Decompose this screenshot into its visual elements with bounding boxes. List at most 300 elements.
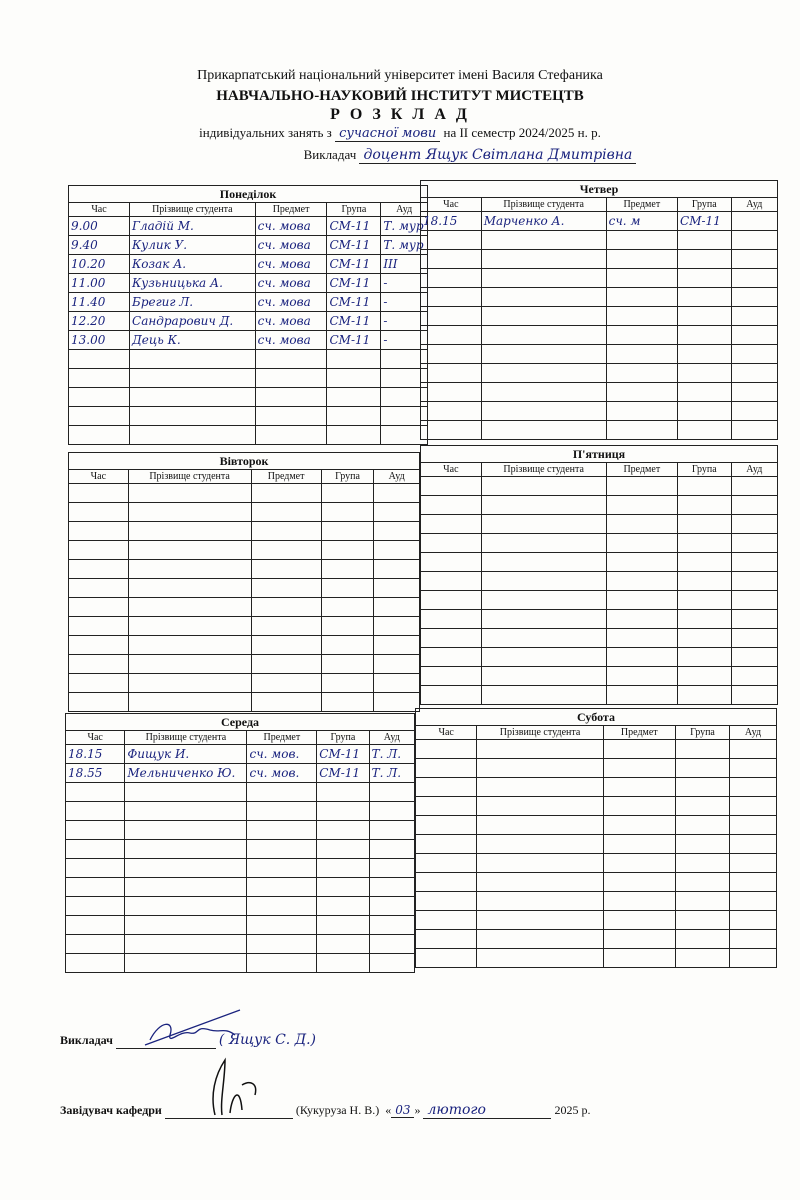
empty-cell [369,840,414,859]
column-header: Прізвище студента [128,470,251,484]
empty-cell [421,686,482,705]
empty-cell [69,636,129,655]
table-row [69,541,420,560]
empty-cell [731,477,777,496]
table-cell: СМ-11 [678,212,732,231]
empty-cell [731,686,777,705]
table-row [421,269,778,288]
table-cell: сч. мова [255,293,327,312]
empty-cell [603,930,675,949]
empty-cell [69,426,130,445]
table-row [69,617,420,636]
table-row [421,402,778,421]
empty-cell [731,421,777,440]
empty-cell [69,522,129,541]
head-signature [200,1055,270,1120]
empty-cell [730,778,777,797]
empty-cell [731,629,777,648]
column-header: Прізвище студента [481,463,606,477]
date-month: лютого [423,1102,551,1119]
empty-cell [66,840,125,859]
empty-cell [128,579,251,598]
table-cell: 18.15 [66,745,125,764]
table-cell: сч. мов. [247,745,317,764]
table-row [66,783,415,802]
document-title: Р О З К Л А Д [330,106,470,123]
empty-cell [481,591,606,610]
column-header: Прізвище студента [125,731,247,745]
empty-cell [369,802,414,821]
table-row [421,629,778,648]
empty-cell [251,560,321,579]
empty-cell [678,421,732,440]
table-row [421,534,778,553]
empty-cell [128,484,251,503]
table-cell: СМ-11 [327,255,381,274]
empty-cell [327,407,381,426]
empty-cell [421,421,482,440]
empty-cell [731,591,777,610]
empty-cell [481,629,606,648]
table-row [66,859,415,878]
table-row [69,274,428,293]
table-row [66,821,415,840]
empty-cell [603,797,675,816]
empty-cell [481,686,606,705]
empty-cell [678,534,732,553]
empty-cell [481,515,606,534]
empty-cell [678,629,732,648]
empty-cell [128,541,251,560]
table-cell: ІІІ [381,255,428,274]
table-cell: Т. Л. [369,745,414,764]
empty-cell [477,892,603,911]
empty-cell [69,579,129,598]
column-header: Група [321,470,374,484]
column-header: Ауд [731,198,777,212]
empty-cell [327,350,381,369]
empty-cell [481,231,606,250]
empty-cell [730,949,777,968]
empty-cell [730,816,777,835]
empty-cell [421,591,482,610]
table-row [69,388,428,407]
table-cell: Кулик У. [130,236,256,255]
empty-cell [369,821,414,840]
empty-cell [69,541,129,560]
table-row [416,797,777,816]
empty-cell [125,935,247,954]
column-header: Час [421,463,482,477]
empty-cell [603,835,675,854]
empty-cell [731,572,777,591]
table-row [421,326,778,345]
empty-cell [606,345,677,364]
table-row [421,288,778,307]
table-row [421,610,778,629]
column-header: Група [675,726,729,740]
day-header-saturday: Субота [416,709,777,726]
empty-cell [477,816,603,835]
table-cell: Мельниченко Ю. [125,764,247,783]
empty-cell [606,515,677,534]
empty-cell [416,873,477,892]
empty-cell [421,383,482,402]
table-cell: сч. мов. [247,764,317,783]
table-cell: Гладій М. [130,217,256,236]
empty-cell [317,897,369,916]
head-label: Завідувач кафедри [60,1103,162,1117]
empty-cell [730,740,777,759]
empty-cell [374,636,420,655]
empty-cell [317,916,369,935]
empty-cell [477,854,603,873]
empty-cell [421,534,482,553]
empty-cell [731,288,777,307]
schedule-monday [68,185,428,445]
empty-cell [128,560,251,579]
empty-cell [66,916,125,935]
empty-cell [421,572,482,591]
table-row [416,778,777,797]
empty-cell [603,816,675,835]
table-cell: 18.15 [421,212,482,231]
footer-teacher-label: Викладач [60,1033,113,1047]
table-row [416,930,777,949]
empty-cell [421,553,482,572]
empty-cell [416,797,477,816]
empty-cell [603,778,675,797]
empty-cell [416,759,477,778]
empty-cell [69,369,130,388]
schedule-tuesday [68,452,420,712]
empty-cell [251,655,321,674]
table-cell: 12.20 [69,312,130,331]
empty-cell [477,778,603,797]
table-row [416,740,777,759]
empty-cell [321,655,374,674]
empty-cell [374,541,420,560]
teacher-name-handwritten: ( Ящук С. Д.) [218,1032,316,1048]
empty-cell [69,655,129,674]
date-day: 03 [391,1103,414,1118]
table-row [421,212,778,231]
subtitle-suffix: на II семестр 2024/2025 н. р. [443,125,601,140]
empty-cell [128,655,251,674]
column-header: Час [69,203,130,217]
table-row [69,579,420,598]
empty-cell [678,402,732,421]
empty-cell [678,307,732,326]
day-header-friday: П'ятниця [421,446,778,463]
empty-cell [606,250,677,269]
table-row [69,636,420,655]
empty-cell [247,802,317,821]
empty-cell [603,740,675,759]
empty-cell [477,835,603,854]
university-name: Прикарпатський національний університет імені Василя Стефаника [197,68,603,83]
empty-cell [321,617,374,636]
empty-cell [321,560,374,579]
column-header: Ауд [731,463,777,477]
empty-cell [416,816,477,835]
schedule-friday [420,445,778,705]
empty-cell [730,892,777,911]
empty-cell [678,572,732,591]
column-header: Прізвище студента [130,203,256,217]
empty-cell [606,667,677,686]
empty-cell [731,402,777,421]
empty-cell [247,859,317,878]
table-row [66,802,415,821]
empty-cell [66,802,125,821]
empty-cell [730,759,777,778]
table-row [69,331,428,350]
empty-cell [731,326,777,345]
empty-cell [675,740,729,759]
column-header: Предмет [606,198,677,212]
empty-cell [247,840,317,859]
empty-cell [69,484,129,503]
empty-cell [421,402,482,421]
empty-cell [421,667,482,686]
institute-name: НАВЧАЛЬНО-НАУКОВИЙ ІНСТИТУТ МИСТЕЦТВ [216,88,584,104]
empty-cell [369,783,414,802]
empty-cell [606,610,677,629]
day-header-thursday: Четвер [421,181,778,198]
empty-cell [481,307,606,326]
empty-cell [128,636,251,655]
empty-cell [374,560,420,579]
empty-cell [69,617,129,636]
empty-cell [481,572,606,591]
column-header: Прізвище студента [481,198,606,212]
column-header: Час [66,731,125,745]
empty-cell [678,515,732,534]
empty-cell [125,916,247,935]
teacher-handwritten: доцент Ящук Світлана Дмитрівна [359,147,636,164]
empty-cell [247,897,317,916]
column-header: Предмет [247,731,317,745]
empty-cell [731,364,777,383]
empty-cell [731,667,777,686]
empty-cell [251,541,321,560]
table-cell: СМ-11 [327,293,381,312]
empty-cell [481,269,606,288]
empty-cell [731,534,777,553]
empty-cell [421,250,482,269]
table-cell: 9.00 [69,217,130,236]
empty-cell [69,693,129,712]
empty-cell [327,369,381,388]
table-cell: 11.40 [69,293,130,312]
table-cell: СМ-11 [327,312,381,331]
table-row [69,293,428,312]
empty-cell [606,307,677,326]
table-row [66,745,415,764]
empty-cell [481,421,606,440]
empty-cell [374,674,420,693]
table-cell: Т. мур [381,236,428,255]
empty-cell [731,496,777,515]
empty-cell [69,598,129,617]
empty-cell [481,553,606,572]
empty-cell [678,364,732,383]
column-header: Предмет [255,203,327,217]
empty-cell [374,655,420,674]
table-cell: Брегиг Л. [130,293,256,312]
empty-cell [678,269,732,288]
empty-cell [606,477,677,496]
head-name: (Кукуруза Н. В.) [295,1103,380,1117]
table-row [69,484,420,503]
empty-cell [421,515,482,534]
empty-cell [421,288,482,307]
table-row [421,383,778,402]
empty-cell [327,388,381,407]
empty-cell [675,949,729,968]
table-row [66,935,415,954]
schedule-wednesday [65,713,415,973]
empty-cell [730,911,777,930]
table-row [69,503,420,522]
table-row [69,255,428,274]
empty-cell [251,522,321,541]
empty-cell [251,693,321,712]
empty-cell [678,553,732,572]
empty-cell [321,693,374,712]
empty-cell [678,610,732,629]
table-row [416,835,777,854]
empty-cell [606,231,677,250]
table-row [421,307,778,326]
table-row [421,667,778,686]
empty-cell [416,949,477,968]
table-row [66,916,415,935]
empty-cell [255,369,327,388]
teacher-label: Викладач [303,147,357,162]
table-cell: СМ-11 [327,331,381,350]
empty-cell [369,916,414,935]
empty-cell [374,522,420,541]
empty-cell [251,484,321,503]
empty-cell [130,407,256,426]
empty-cell [730,930,777,949]
table-row [69,560,420,579]
table-row [416,911,777,930]
empty-cell [421,307,482,326]
empty-cell [678,250,732,269]
empty-cell [125,897,247,916]
empty-cell [251,503,321,522]
empty-cell [247,935,317,954]
table-row [69,407,428,426]
column-header: Ауд [374,470,420,484]
table-row [66,954,415,973]
column-header: Час [416,726,477,740]
table-row [421,250,778,269]
empty-cell [125,859,247,878]
empty-cell [481,288,606,307]
table-cell: сч. мова [255,255,327,274]
table-row [416,854,777,873]
table-cell: Козак А. [130,255,256,274]
empty-cell [251,636,321,655]
empty-cell [731,269,777,288]
day-header-tuesday: Вівторок [69,453,420,470]
empty-cell [421,345,482,364]
empty-cell [251,598,321,617]
table-row [421,421,778,440]
table-cell: СМ-11 [327,274,381,293]
table-row [421,591,778,610]
empty-cell [603,911,675,930]
empty-cell [125,954,247,973]
table-row [421,648,778,667]
empty-cell [603,854,675,873]
empty-cell [317,840,369,859]
empty-cell [321,484,374,503]
table-row [66,897,415,916]
empty-cell [481,534,606,553]
table-cell [731,212,777,231]
empty-cell [731,553,777,572]
empty-cell [317,802,369,821]
empty-cell [603,892,675,911]
table-row [69,522,420,541]
column-header: Група [317,731,369,745]
column-header: Прізвище студента [477,726,603,740]
empty-cell [606,572,677,591]
empty-cell [477,911,603,930]
empty-cell [317,821,369,840]
day-header-wednesday: Середа [66,714,415,731]
empty-cell [481,326,606,345]
table-cell: сч. мова [255,331,327,350]
table-row [69,350,428,369]
head-signature-line: Завідувач кафедри (Кукуруза Н. В.) « 03 » лютого 2025 р. [60,1102,591,1118]
empty-cell [69,350,130,369]
empty-cell [477,873,603,892]
table-cell: СМ-11 [317,745,369,764]
table-row [66,840,415,859]
empty-cell [477,930,603,949]
column-header: Група [678,463,732,477]
empty-cell [606,402,677,421]
empty-cell [481,383,606,402]
empty-cell [603,949,675,968]
table-row [421,345,778,364]
empty-cell [317,783,369,802]
empty-cell [678,231,732,250]
empty-cell [66,859,125,878]
empty-cell [66,783,125,802]
column-header: Предмет [251,470,321,484]
empty-cell [374,693,420,712]
schedule-thursday [420,180,778,440]
table-row [421,515,778,534]
column-header: Ауд [381,203,428,217]
empty-cell [675,835,729,854]
empty-cell [421,610,482,629]
empty-cell [416,854,477,873]
subject-handwritten: сучасної мови [335,126,440,142]
empty-cell [66,935,125,954]
empty-cell [125,783,247,802]
table-cell: Дець К. [130,331,256,350]
column-header: Група [327,203,381,217]
empty-cell [606,686,677,705]
